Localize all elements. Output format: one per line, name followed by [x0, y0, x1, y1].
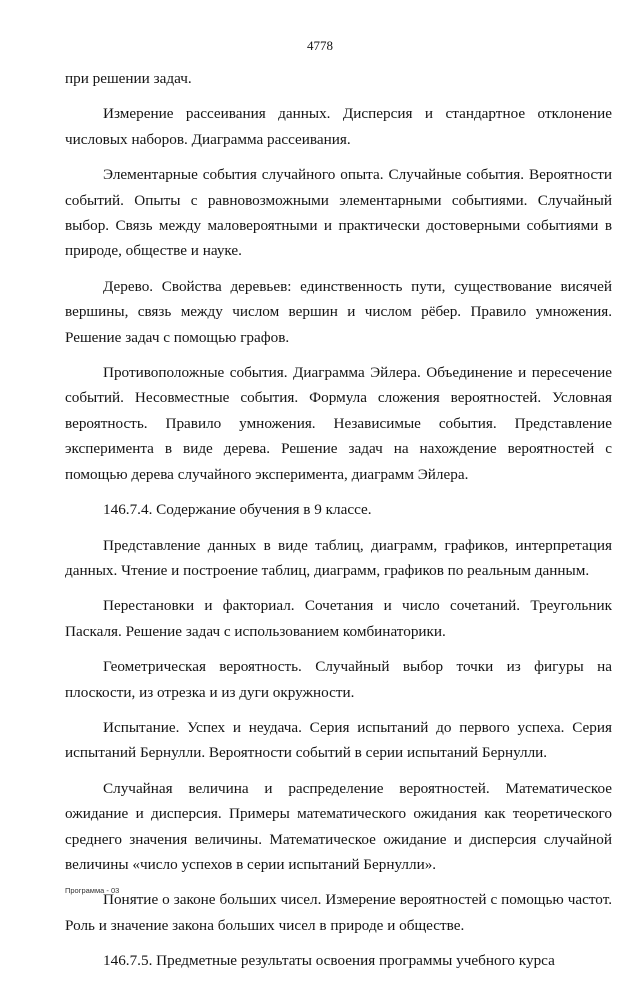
- section-heading-subject-results: 146.7.5. Предметные результаты освоения программы учебного курса: [103, 952, 555, 970]
- document-body: [65, 66, 612, 984]
- paragraph-trees: Дерево. Свойства деревьев: единственность пути, существование висячей вершины, связь между числом вершин и числом рёбер. Правило умножения. Решение задач с помощью графов.: [65, 277, 612, 346]
- paragraph-dispersion: Измерение рассеивания данных. Дисперсия и стандартное отклонение числовых наборов. Диаграмма рассеивания.: [65, 105, 612, 148]
- paragraph-data-representation: Представление данных в виде таблиц, диаграмм, графиков, интерпретация данных. Чтение и построение таблиц, диаграмм, графиков по реальным данным.: [65, 536, 612, 579]
- paragraph-continuation: при решении задач.: [65, 70, 192, 87]
- paragraph-elementary-events: Элементарные события случайного опыта. Случайные события. Вероятности событий. Опыты с равновозможными элементарными событиями. Случайный выбор. Связь между маловероятными и практически достоверными событиями в природе, обществе и науке.: [65, 166, 612, 260]
- page-number: 4778: [307, 38, 333, 53]
- paragraph-geometric-probability: Геометрическая вероятность. Случайный выбор точки из фигуры на плоскости, из отрезка и из дуги окружности.: [65, 658, 612, 701]
- section-heading-grade-9: 146.7.4. Содержание обучения в 9 классе.: [103, 501, 372, 519]
- paragraph-opposite-events: Противоположные события. Диаграмма Эйлера. Объединение и пересечение событий. Несовместные события. Формула сложения вероятностей. Условная вероятность. Правило умножения. Независимые события. Представление эксперимента в виде дерева. Решение задач на нахождение вероятностей с помощью дерева случайного эксперимента, диаграмм Эйлера.: [65, 364, 612, 483]
- paragraph-law-of-large-numbers: Понятие о законе больших чисел. Измерение вероятностей с помощью частот. Роль и значение закона больших чисел в природе и обществе.: [65, 891, 612, 934]
- footer-label: Программа - 03: [65, 886, 120, 895]
- paragraph-permutations: Перестановки и факториал. Сочетания и число сочетаний. Треугольник Паскаля. Решение задач с использованием комбинаторики.: [65, 597, 612, 640]
- paragraph-random-variable: Случайная величина и распределение вероятностей. Математическое ожидание и дисперсия. Примеры математического ожидания как теоретического среднего значения величины. Математическое ожидание и дисперсия случайной величины «число успехов в серии испытаний Бернулли».: [65, 779, 612, 873]
- paragraph-bernoulli-trials: Испытание. Успех и неудача. Серия испытаний до первого успеха. Серия испытаний Бернулли. Вероятности событий в серии испытаний Бернулли.: [65, 718, 612, 762]
